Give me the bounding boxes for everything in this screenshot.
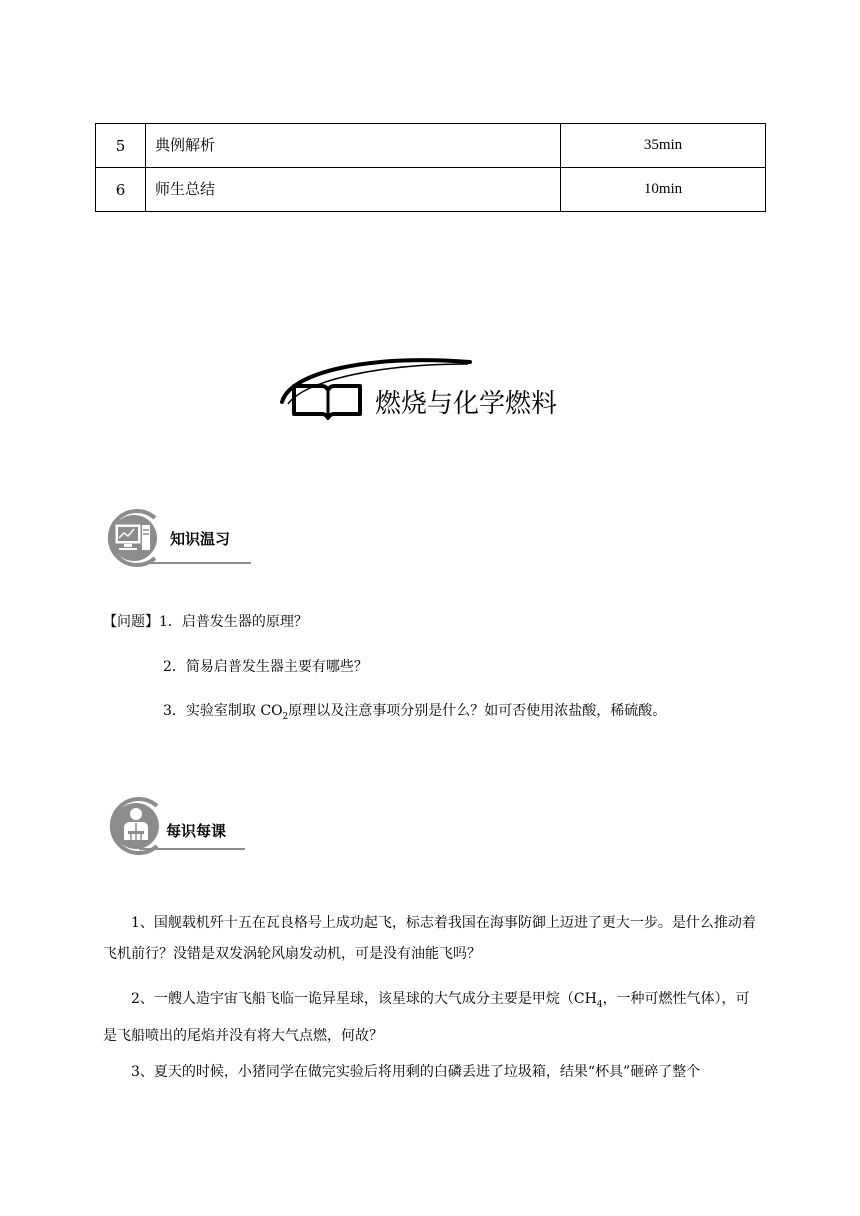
section-heading-review <box>103 508 253 568</box>
question-text: 3．实验室制取 CO <box>163 703 283 719</box>
section-title: 每识每课 <box>166 822 227 840</box>
row-number: 5 <box>96 124 146 168</box>
subscript: 2 <box>282 711 289 722</box>
row-topic: 典例解析 <box>146 124 561 168</box>
table-row <box>96 168 766 212</box>
question-2: 2．简易启普发生器主要有哪些？ <box>163 659 368 675</box>
paragraph-3: 3、夏天的时候，小猪同学在做完实验后将用剩的白磷丢进了垃圾箱，结果“杯具”砸碎了整个 <box>131 1064 701 1080</box>
subscript: 4 <box>596 999 603 1010</box>
section-underline <box>139 848 245 850</box>
row-number: 6 <box>96 168 146 212</box>
question-1 <box>103 611 308 631</box>
chapter-title: 燃烧与化学燃料 <box>375 389 558 419</box>
section-heading-lesson <box>105 796 255 856</box>
row-topic: 师生总结 <box>146 168 561 212</box>
row-duration: 35min <box>561 124 766 168</box>
question-text: 1．启普发生器的原理？ <box>159 614 308 630</box>
chapter-banner <box>280 352 580 432</box>
section-underline <box>143 562 251 564</box>
paragraph-1: 1、国舰载机歼十五在瓦良格号上成功起飞，标志着我国在海事防御上迈进了更大一步。是什么推动着飞机前行？没错是双发涡轮风扇发动机，可是没有油能飞吗？ <box>103 915 756 962</box>
paragraph-2 <box>103 984 763 1052</box>
paragraph-text: 2、一艘人造宇宙飞船飞临一诡异星球，该星球的大气成分主要是甲烷（CH <box>131 991 597 1007</box>
computer-icon <box>103 508 165 568</box>
row-duration: 10min <box>561 168 766 212</box>
paragraph-text: ，一种可燃性气体），可是飞船喷出的尾焰并没有将大气点燃，何故？ <box>103 991 750 1044</box>
question-3 <box>163 700 666 722</box>
section-title: 知识温习 <box>170 530 231 548</box>
schedule-table <box>95 123 766 212</box>
table-row <box>96 124 766 168</box>
teacher-icon <box>105 796 167 856</box>
question-text: 原理以及注意事项分别是什么？如可否使用浓盐酸，稀硫酸。 <box>288 703 667 719</box>
question-prefix: 【问题】 <box>103 614 159 630</box>
